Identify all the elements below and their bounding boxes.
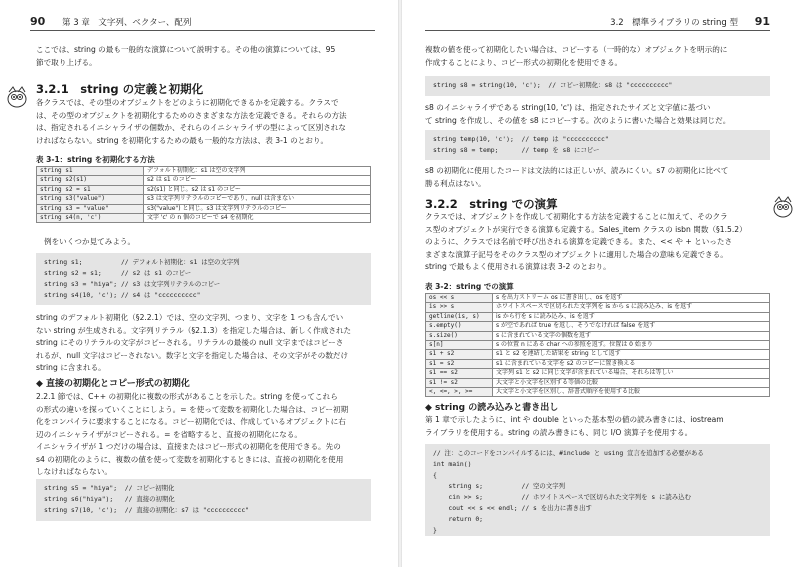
- table-row: [426, 294, 770, 303]
- table-cell-description: s が空であれば true を返し、そうでなければ false を返す: [493, 322, 770, 331]
- table-row: [426, 331, 770, 340]
- table-cell-description: s1 と s2 を連結した結果を string として返す: [493, 350, 770, 359]
- code-line: string temp(10, 'c'); // temp は "cccccccccc": [433, 135, 609, 143]
- right-page: [400, 0, 800, 567]
- table-row: [37, 204, 371, 213]
- reader-character-icon: [770, 194, 796, 220]
- table-cell-syntax: string s2 = s1: [37, 185, 144, 194]
- table-row: [426, 359, 770, 368]
- right-paragraph-2: [425, 102, 730, 127]
- table-cell-syntax: s1 = s2: [426, 359, 493, 368]
- left-section-title: 3.2.1 string の定義と初期化: [36, 82, 204, 96]
- table-row: [37, 167, 371, 176]
- table-row: [426, 378, 770, 387]
- left-paragraph-4: [36, 441, 343, 479]
- right-header-title: 3.2 標準ライブラリの string 型: [610, 18, 738, 28]
- table-row: [426, 350, 770, 359]
- table-row: [426, 341, 770, 350]
- text-line: 辺のイニシャライザがコピーされる。= を省略すると、直接の初期化になる。: [36, 429, 302, 439]
- table-3-1-caption: 表 3-1：string を初期化する方法: [36, 155, 155, 164]
- text-line: s8 のイニシャライザである string(10, 'c') は、指定されたサイズと文字値に基づい: [425, 103, 711, 112]
- right-paragraph-1: [425, 44, 727, 69]
- text-line: は、その型のオブジェクトを初期化するためのさまざまな方法を定義できる。それらの方法: [36, 110, 347, 120]
- text-line: のように、クラスでは名前で呼び出される演算を定義できる。また、<< や + といったさ: [425, 237, 733, 246]
- table-row: [426, 303, 770, 312]
- code-line: cout << s << endl; // s を出力に書き出す: [433, 504, 592, 512]
- table-row: [37, 185, 371, 194]
- table-cell-syntax: os << s: [426, 294, 493, 303]
- table-cell-syntax: s1 != s2: [426, 378, 493, 387]
- table-3-1: [36, 166, 371, 223]
- table-row: [426, 312, 770, 321]
- table-cell-syntax: s.empty(): [426, 322, 493, 331]
- table-row: [37, 176, 371, 185]
- text-line: s4 の初期化のように、複数の値を使って変数を初期化するときには、直接の初期化を使用: [36, 454, 344, 464]
- text-line: string に含まれる。: [36, 363, 106, 372]
- code-line: string s3 = "hiya"; // s3 は文字列リテラルのコピー: [44, 280, 221, 288]
- code-line: string s8 = temp; // temp を s8 にコピー: [433, 146, 600, 154]
- code-line: string s7(10, 'c'); // 直接の初期化：s7 は "cccccccccc": [44, 506, 250, 514]
- code-line: string s; // 空の文字列: [433, 482, 565, 490]
- text-line: string にそのリテラルの文字がコピーされる。リテラルの最後の null 文字まではコピーさ: [36, 338, 344, 347]
- example-lead: 例をいくつか見てみよう。: [44, 237, 136, 246]
- text-line: れるが、null 文字はコピーされない。数字と文字を指定した場合は、その文字がその数だけ: [36, 350, 349, 360]
- table-cell-description: s2(s1) と同じ。s2 は s1 のコピー: [144, 185, 371, 194]
- table-cell-syntax: s[n]: [426, 341, 493, 350]
- text-line: イニシャライザが 1 つだけの場合は、直接またはコピー形式の初期化を使用できる。先の: [36, 442, 341, 451]
- left-subsection-title: ◆ 直接の初期化とコピー形式の初期化: [36, 379, 190, 389]
- table-cell-description: 大文字と小文字を区別し、辞書式順序を使用する比較: [493, 388, 770, 397]
- table-cell-description: ホワイトスペースで区切られた文字列を is から s に読み込み、is を返す: [493, 303, 770, 312]
- code-block-4: [425, 130, 770, 160]
- table-cell-syntax: s.size(): [426, 331, 493, 340]
- table-cell-description: s2 は s1 のコピー: [144, 176, 371, 185]
- table-cell-description: s に含まれている文字の個数を返す: [493, 331, 770, 340]
- text-line: s8 の初期化に使用したコードは文法的には正しいが、読みにくい。s7 の初期化に比べて: [425, 166, 729, 175]
- table-3-2-caption: 表 3-2：string での演算: [425, 282, 514, 291]
- text-line: 各クラスでは、その型のオブジェクトをどのように初期化できるかを定義する。クラスで: [36, 98, 339, 107]
- code-line: string s6("hiya"); // 直接の初期化: [44, 495, 175, 503]
- right-page-number: 91: [754, 15, 770, 28]
- table-cell-description: s3 は文字列リテラルのコピーであり、null は含まない: [144, 195, 371, 204]
- table-row: [426, 388, 770, 397]
- code-line: string s1; // デフォルト初期化：s1 は空の文字列: [44, 258, 240, 266]
- left-header-title: 第 3 章 文字列、ベクター、配列: [62, 18, 192, 28]
- left-page-number: 90: [30, 15, 46, 28]
- code-block-3: [425, 76, 770, 96]
- left-intro: [36, 44, 335, 69]
- table-cell-syntax: is >> s: [426, 303, 493, 312]
- text-line: string のデフォルト初期化（§2.2.1）では、空の文字列、つまり、文字を 1 つも含んでい: [36, 313, 344, 322]
- table-row: [37, 214, 371, 223]
- text-line: クラスでは、オブジェクトを作成して初期化する方法を定義することに加えて、そのクラ: [425, 212, 728, 221]
- table-cell-description: s1 に含まれている文字を s2 のコピーに置き換える: [493, 359, 770, 368]
- code-line: return 0;: [433, 515, 484, 523]
- table-cell-description: s を出力ストリーム os に書き出し、os を返す: [493, 294, 770, 303]
- text-line: 2.2.1 節では、C++ の初期化に複数の形式があることを示した。string を使ってこれら: [36, 392, 338, 401]
- table-cell-syntax: string s4(n, 'c'): [37, 214, 144, 223]
- right-paragraph-3: [425, 165, 728, 190]
- right-subsection-title: ◆ string の読み込みと書き出し: [425, 403, 559, 413]
- table-cell-syntax: string s3 = "value": [37, 204, 144, 213]
- text-line: 複数の値を使って初期化したい場合は、コピーする（一時的な）オブジェクトを明示的に: [425, 45, 728, 54]
- table-row: [37, 195, 371, 204]
- text-line: ス型のオブジェクトが実行できる演算も定義する。Sales_item クラスの isbn 関数（§1.5.2）: [425, 224, 747, 234]
- table-cell-syntax: getline(is, s): [426, 312, 493, 321]
- text-line: ければならない。string を初期化するための最も一般的な方法は、表 3-1 のとおり。: [36, 135, 329, 145]
- table-3-2: [425, 293, 770, 397]
- right-paragraph-4: [425, 211, 747, 274]
- text-line: は、指定されるイニシャライザの個数か、それらのイニシャライザの型によって区別されな: [36, 123, 346, 132]
- text-line: 作成することにより、コピー形式の初期化を使用できる。: [425, 57, 623, 67]
- text-line: ライブラリを使用する。string の読み書きにも、同じ I/O 演算子を使用する。: [425, 427, 693, 437]
- right-paragraph-5: [425, 414, 724, 439]
- left-paragraph-1: [36, 97, 347, 147]
- right-section-title: 3.2.2 string での演算: [425, 197, 558, 211]
- text-line: まざまな演算子記号をそのクラス型のオブジェクトに適用した場合の意味も定義できる。: [425, 249, 728, 259]
- table-cell-description: s3("value") と同じ。s3 は文字列リテラルのコピー: [144, 204, 371, 213]
- left-page-header: [30, 14, 375, 31]
- table-row: [426, 322, 770, 331]
- reader-character-icon: [4, 84, 30, 110]
- text-line: ない string が生成される。文字列リテラル（§2.1.3）を指定した場合は、新しく作成された: [36, 325, 352, 335]
- table-cell-description: 文字 'c' の n 個のコピーで s4 を初期化: [144, 214, 371, 223]
- code-block-5: [425, 444, 770, 536]
- text-line: 勝る利点はない。: [425, 178, 486, 188]
- code-line: string s2 = s1; // s2 は s1 のコピー: [44, 269, 192, 277]
- text-line: 第 1 章で示したように、int や double といった基本型の値の読み書きには、iostream: [425, 415, 724, 424]
- code-block-2: [36, 479, 371, 521]
- code-line: cin >> s; // ホワイトスペースで区切られた文字列を s に読み込む: [433, 493, 691, 501]
- table-row: [426, 369, 770, 378]
- code-line: // 注：このコードをコンパイルするには、#include と using 宣言を追加する必要がある: [433, 449, 704, 457]
- left-paragraph-2: [36, 312, 351, 375]
- table-cell-description: デフォルト初期化：s1 は空の文字列: [144, 167, 371, 176]
- code-line: }: [433, 526, 437, 534]
- table-cell-syntax: string s1: [37, 167, 144, 176]
- code-block-1: [36, 253, 371, 305]
- text-line: の形式の違いを探っていくことにしよう。= を使って変数を初期化した場合は、コピー初期: [36, 404, 349, 414]
- right-page-header: [425, 14, 770, 31]
- code-line: string s5 = "hiya"; // コピー初期化: [44, 484, 175, 492]
- table-cell-syntax: s1 == s2: [426, 369, 493, 378]
- table-cell-syntax: s1 + s2: [426, 350, 493, 359]
- code-line: {: [433, 471, 437, 479]
- text-line: 化をコンパイラに要求することになる。コピー初期化では、作成しているオブジェクトに右: [36, 417, 346, 426]
- table-cell-syntax: string s2(s1): [37, 176, 144, 185]
- text-line: 節で取り上げる。: [36, 57, 97, 67]
- code-line: string s4(10, 'c'); // s4 は "cccccccccc": [44, 291, 201, 299]
- code-line: int main(): [433, 460, 472, 468]
- text-line: しなければならない。: [36, 467, 112, 476]
- text-line: ここでは、string の最も一般的な演算について説明する。その他の演算については、95: [36, 45, 336, 54]
- left-paragraph-3: [36, 391, 348, 441]
- text-line: て string を作成し、その値を s8 にコピーする。次のように書いた場合と効果は同じだ。: [425, 115, 731, 125]
- table-cell-syntax: <, <=, >, >=: [426, 388, 493, 397]
- code-line: string s8 = string(10, 'c'); // コピー初期化：s8 は "cccccccccc": [433, 81, 673, 89]
- table-cell-description: s の位置 n にある char への参照を返す。位置は 0 始まり: [493, 341, 770, 350]
- table-cell-description: 文字列 s1 と s2 に同じ文字が含まれている場合、それらは等しい: [493, 369, 770, 378]
- table-cell-syntax: string s3("value"): [37, 195, 144, 204]
- table-cell-description: is から行を s に読み込み、is を返す: [493, 312, 770, 321]
- text-line: string で最もよく使用される演算は表 3-2 のとおり。: [425, 262, 611, 271]
- table-cell-description: 大文字と小文字を区別する等価の比較: [493, 378, 770, 387]
